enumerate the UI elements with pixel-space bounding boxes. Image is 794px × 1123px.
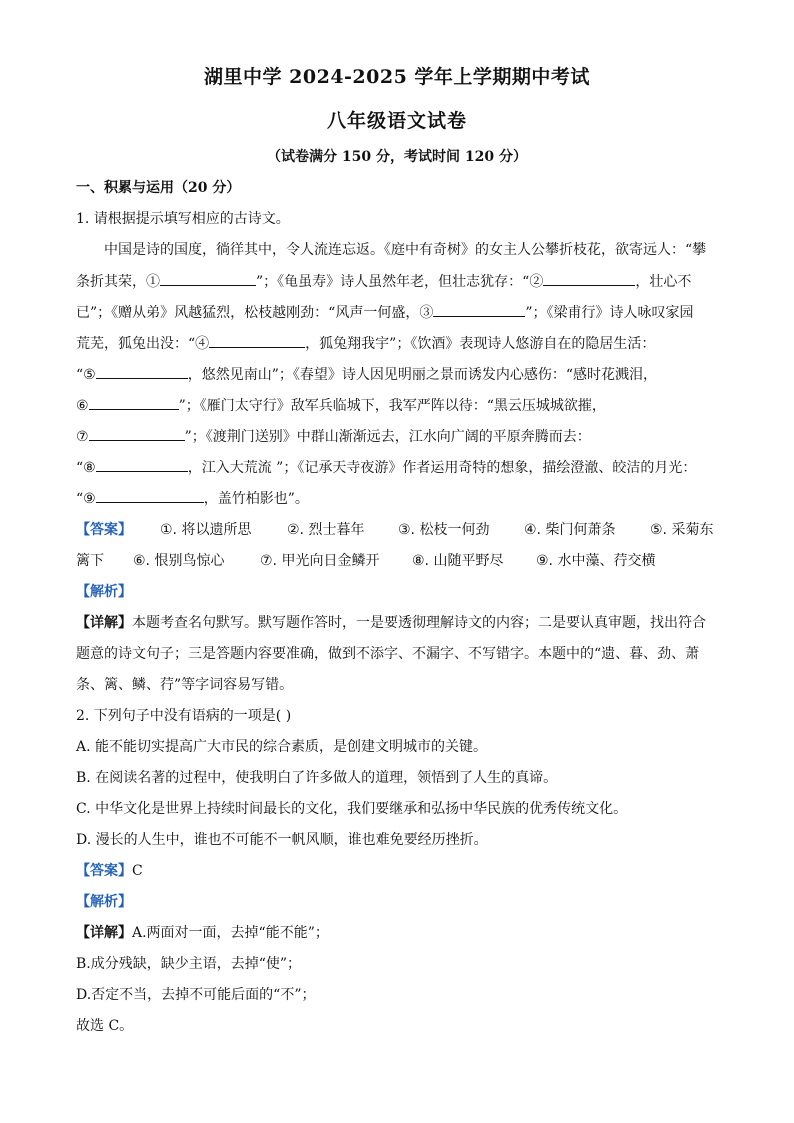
detail-line: 故选 C。 [76,1018,134,1034]
exam-note: （试卷满分 150 分，考试时间 120 分） [267,149,527,165]
answer-blank[interactable] [96,457,188,472]
answer-blank[interactable] [209,333,305,348]
answer-item: ①. 将以遗所思 [160,522,252,538]
answer-item: 篱下 [76,553,104,569]
answer-blank[interactable] [89,426,185,441]
detail-line: 条、篱、鳞、荇”等字词容易写错。 [76,677,294,693]
question-1-line: 已”；《赠从弟》风越猛烈，松枝越刚劲：“风声一何盛，③ ”；《梁甫行》诗人咏叹家园 [76,302,694,323]
question-1-line: ⑥ ”；《雁门太守行》敌军兵临城下，我军严阵以待：“黑云压城城欲摧， [76,395,606,416]
analysis-label: 【解析】 [76,584,132,600]
exam-title: 湖里中学 2024-2025 学年上学期期中考试 [204,66,590,88]
question-1-line: “⑨ ，盖竹柏影也”。 [76,488,309,509]
answer-item: ④. 柴门何萧条 [524,522,616,538]
analysis-label: 【解析】 [76,894,132,910]
option-d: D. 漫长的人生中，谁也不可能不一帆风顺，谁也难免要经历挫折。 [76,832,488,848]
detail-line: B.成分残缺，缺少主语，去掉“使”； [76,956,302,972]
answer-item: ⑨. 水中藻、荇交横 [536,553,656,569]
answer-blank[interactable] [160,271,256,286]
question-1-stem: 1. 请根据提示填写相应的古诗文。 [76,211,290,227]
question-1-line: 条折其荣，① ”；《龟虽寿》诗人虽然年老，但壮志犹存：“② ，壮心不 [76,271,691,292]
answer-item: ③. 松枝一何劲 [398,522,490,538]
question-1-line: “⑤ ，悠然见南山”；《春望》诗人因见明丽之景而诱发内心感伤：“感时花溅泪， [76,364,657,385]
question-1-line: “⑧ ，江入大荒流 ”；《记承天寺夜游》作者运用奇特的想象，描绘澄澈、皎洁的月光： [76,457,696,478]
answer-item: ⑤. 采菊东 [650,522,714,538]
answer-blank[interactable] [433,302,525,317]
answer-blank[interactable] [543,271,635,286]
answer-item: ⑦. 甲光向日金鳞开 [260,553,380,569]
detail-line: 【详解】A.两面对一面，去掉“能不能”； [76,925,329,941]
answer-blank[interactable] [89,395,179,410]
answer-item: ⑥. 恨别鸟惊心 [133,553,225,569]
answer-line: 【答案】C [76,863,143,879]
option-b: B. 在阅读名著的过程中，使我明白了许多做人的道理，领悟到了人生的真谛。 [76,770,558,786]
detail-line: 题意的诗文句子；三是答题内容要准确，做到不添字、不漏字、不写错字。本题中的“遗、暮、劲、萧 [76,646,700,662]
question-1-line: ⑦ ”；《渡荆门送别》中群山渐渐远去，江水向广阔的平原奔腾而去： [76,426,591,447]
exam-subtitle: 八年级语文试卷 [326,110,467,132]
option-c: C. 中华文化是世界上持续时间最长的文化，我们要继承和弘扬中华民族的优秀传统文化。 [76,801,628,817]
answer-blank[interactable] [96,364,188,379]
question-1-line: 中国是诗的国度，徜徉其中，令人流连忘返。《庭中有奇树》的女主人公攀折枝花，欲寄远人：“攀 [104,242,707,258]
option-a: A. 能不能切实提高广大市民的综合素质，是创建文明城市的关键。 [76,739,488,755]
question-2-stem: 2. 下列句子中没有语病的一项是( ) [76,708,292,724]
question-1-line: 荒芜，狐兔出没：“④ ，狐兔翔我宇”；《饮酒》表现诗人悠游自在的隐居生活： [76,333,655,354]
detail-line: 【详解】本题考查名句默写。默写题作答时，一是要透彻理解诗文的内容；二是要认真审题，找出符合 [76,615,706,631]
answer-item: ⑧. 山随平野尽 [412,553,504,569]
answer-blank[interactable] [96,488,204,503]
answer-label: 【答案】 [76,522,132,538]
answer-item: ②. 烈士暮年 [287,522,365,538]
detail-line: D.否定不当，去掉不可能后面的“不”； [76,987,316,1003]
section-heading: 一、积累与运用（20 分） [76,180,241,196]
